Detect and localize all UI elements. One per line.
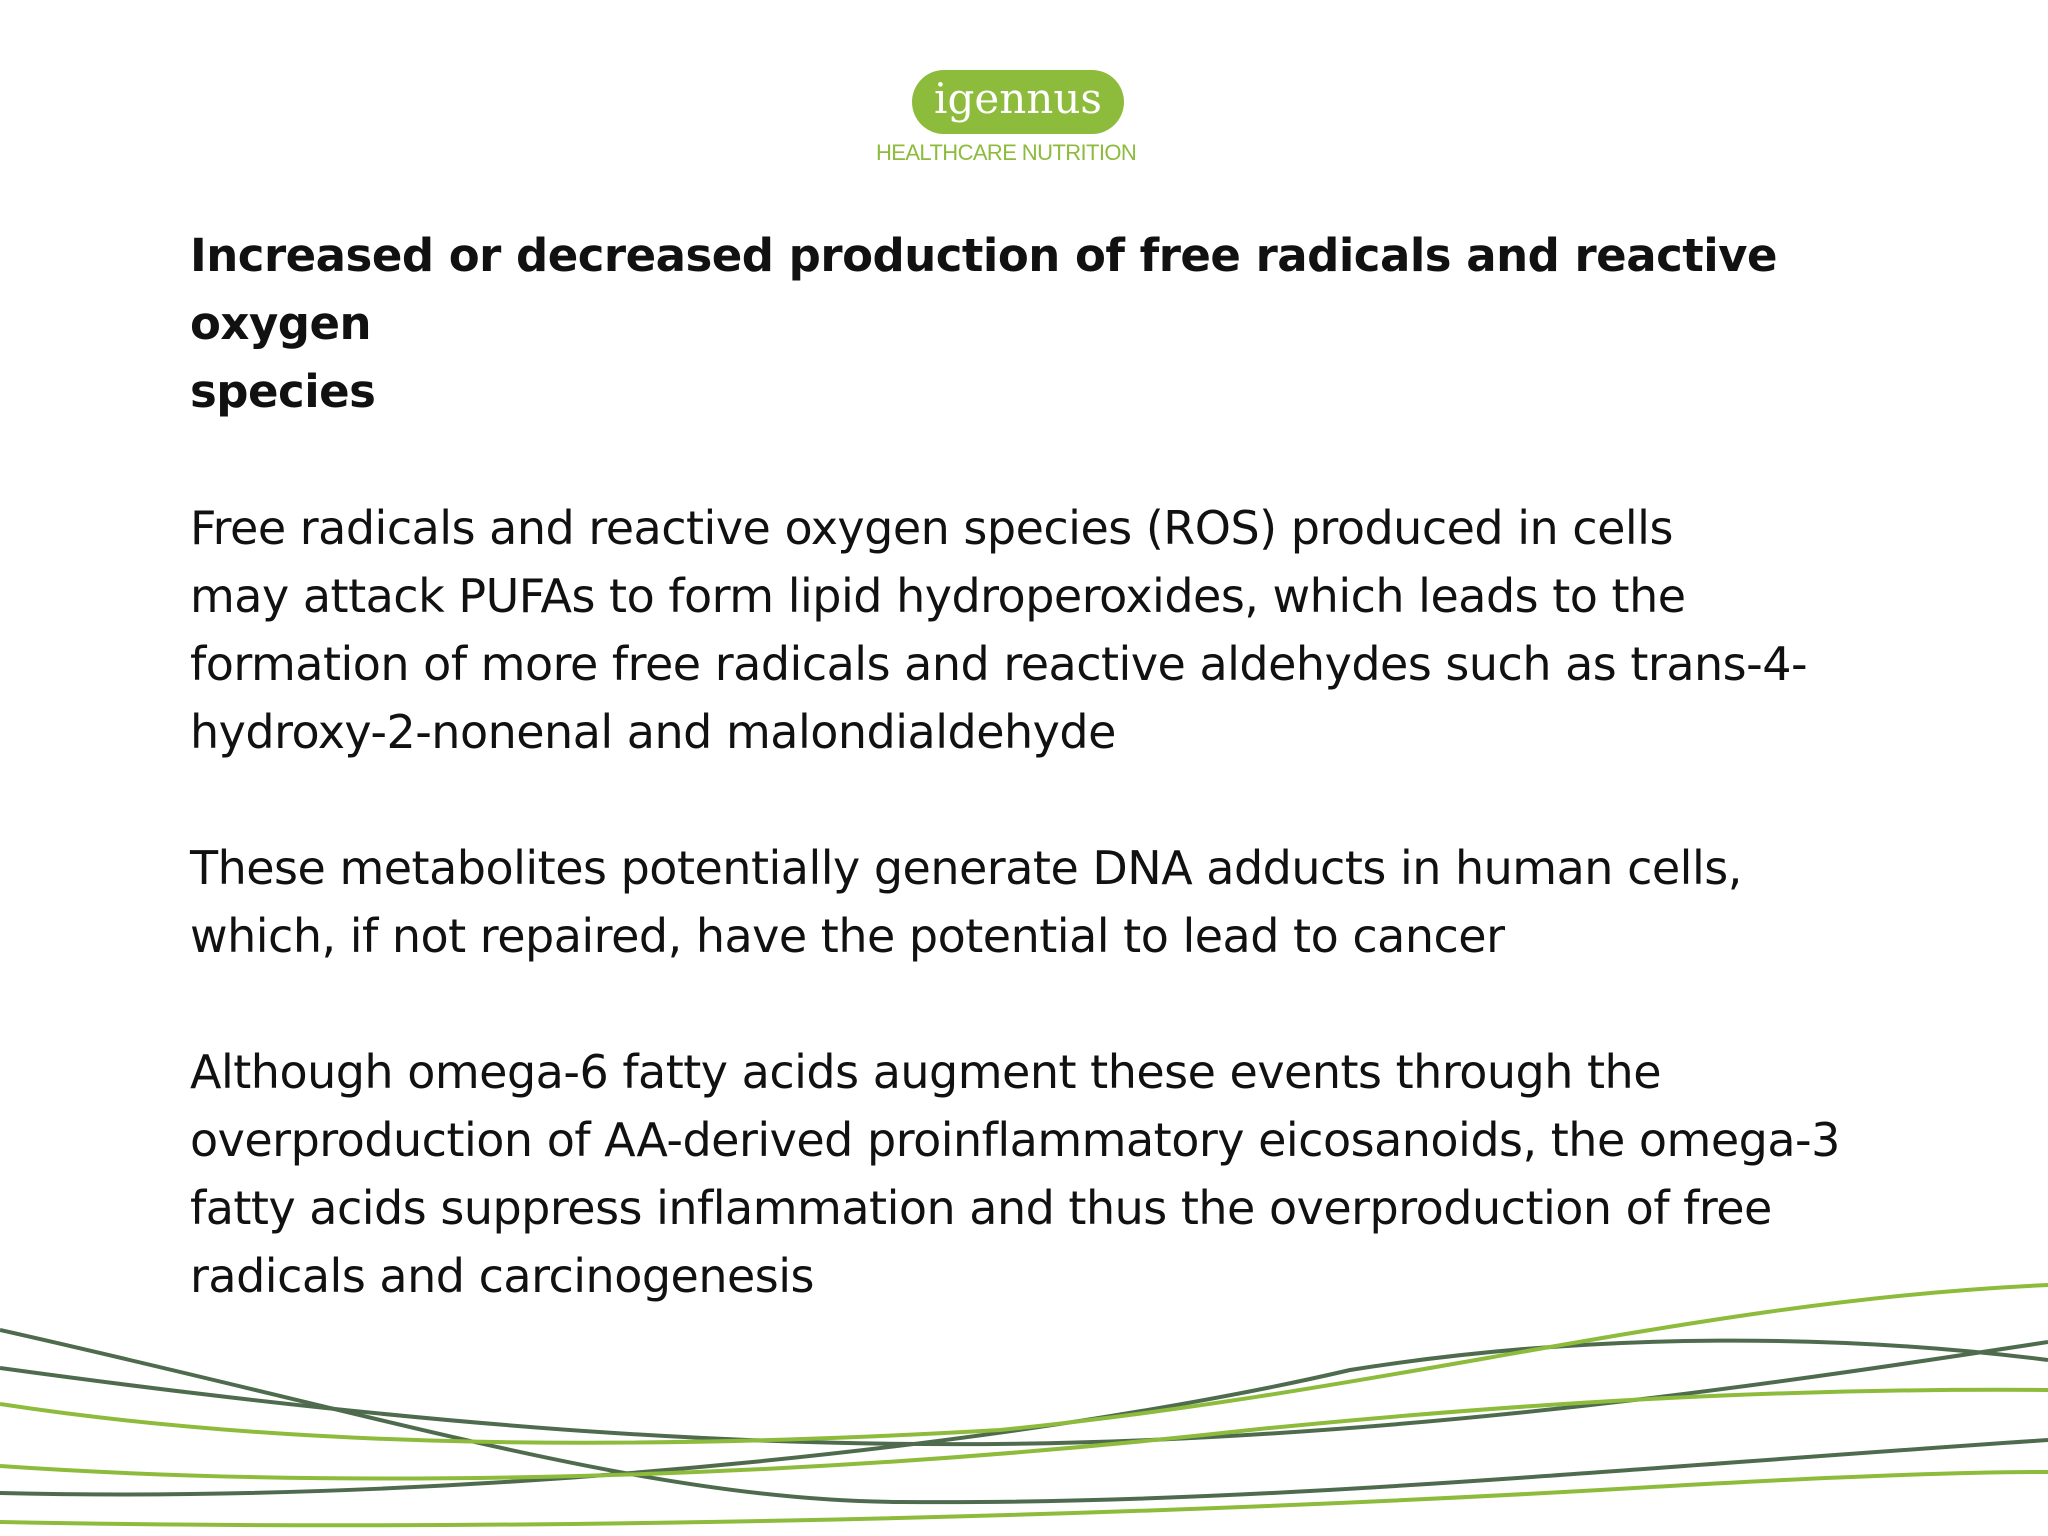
paragraph-line: overproduction of AA-derived proinflammatory eicosanoids, the omega-3 bbox=[190, 1113, 1840, 1167]
brand-logo bbox=[860, 62, 1200, 172]
heading-line: species bbox=[190, 365, 376, 418]
wave-line bbox=[0, 1341, 2048, 1495]
paragraph-line: Free radicals and reactive oxygen species (ROS) produced in cells bbox=[190, 501, 1673, 555]
logo-wordmark: igennus bbox=[934, 74, 1102, 123]
decorative-waves bbox=[0, 1240, 2048, 1536]
paragraph-line: Although omega-6 fatty acids augment these events through the bbox=[190, 1045, 1661, 1099]
heading-line: Increased or decreased production of free radicals and reactive oxygen bbox=[190, 229, 1778, 350]
spacer bbox=[190, 970, 1910, 1038]
paragraph-dna-adducts bbox=[190, 834, 1910, 970]
spacer bbox=[190, 426, 1910, 494]
paragraph-line: formation of more free radicals and reactive aldehydes such as trans-4- bbox=[190, 637, 1808, 691]
paragraph-line: which, if not repaired, have the potential to lead to cancer bbox=[190, 909, 1505, 963]
slide-content bbox=[190, 222, 1910, 1310]
spacer bbox=[190, 766, 1910, 834]
paragraph-line: radicals and carcinogenesis bbox=[190, 1249, 815, 1303]
paragraph-ros bbox=[190, 494, 1910, 766]
logo-pill bbox=[912, 70, 1124, 134]
wave-line bbox=[0, 1285, 2048, 1443]
paragraph-line: These metabolites potentially generate DNA adducts in human cells, bbox=[190, 841, 1742, 895]
paragraph-line: fatty acids suppress inflammation and thus the overproduction of free bbox=[190, 1181, 1772, 1235]
logo-tagline: HEALTHCARE NUTRITION bbox=[876, 140, 1137, 165]
paragraph-line: may attack PUFAs to form lipid hydroperoxides, which leads to the bbox=[190, 569, 1686, 623]
paragraph-line: hydroxy-2-nonenal and malondialdehyde bbox=[190, 705, 1116, 759]
slide-heading bbox=[190, 222, 1910, 426]
